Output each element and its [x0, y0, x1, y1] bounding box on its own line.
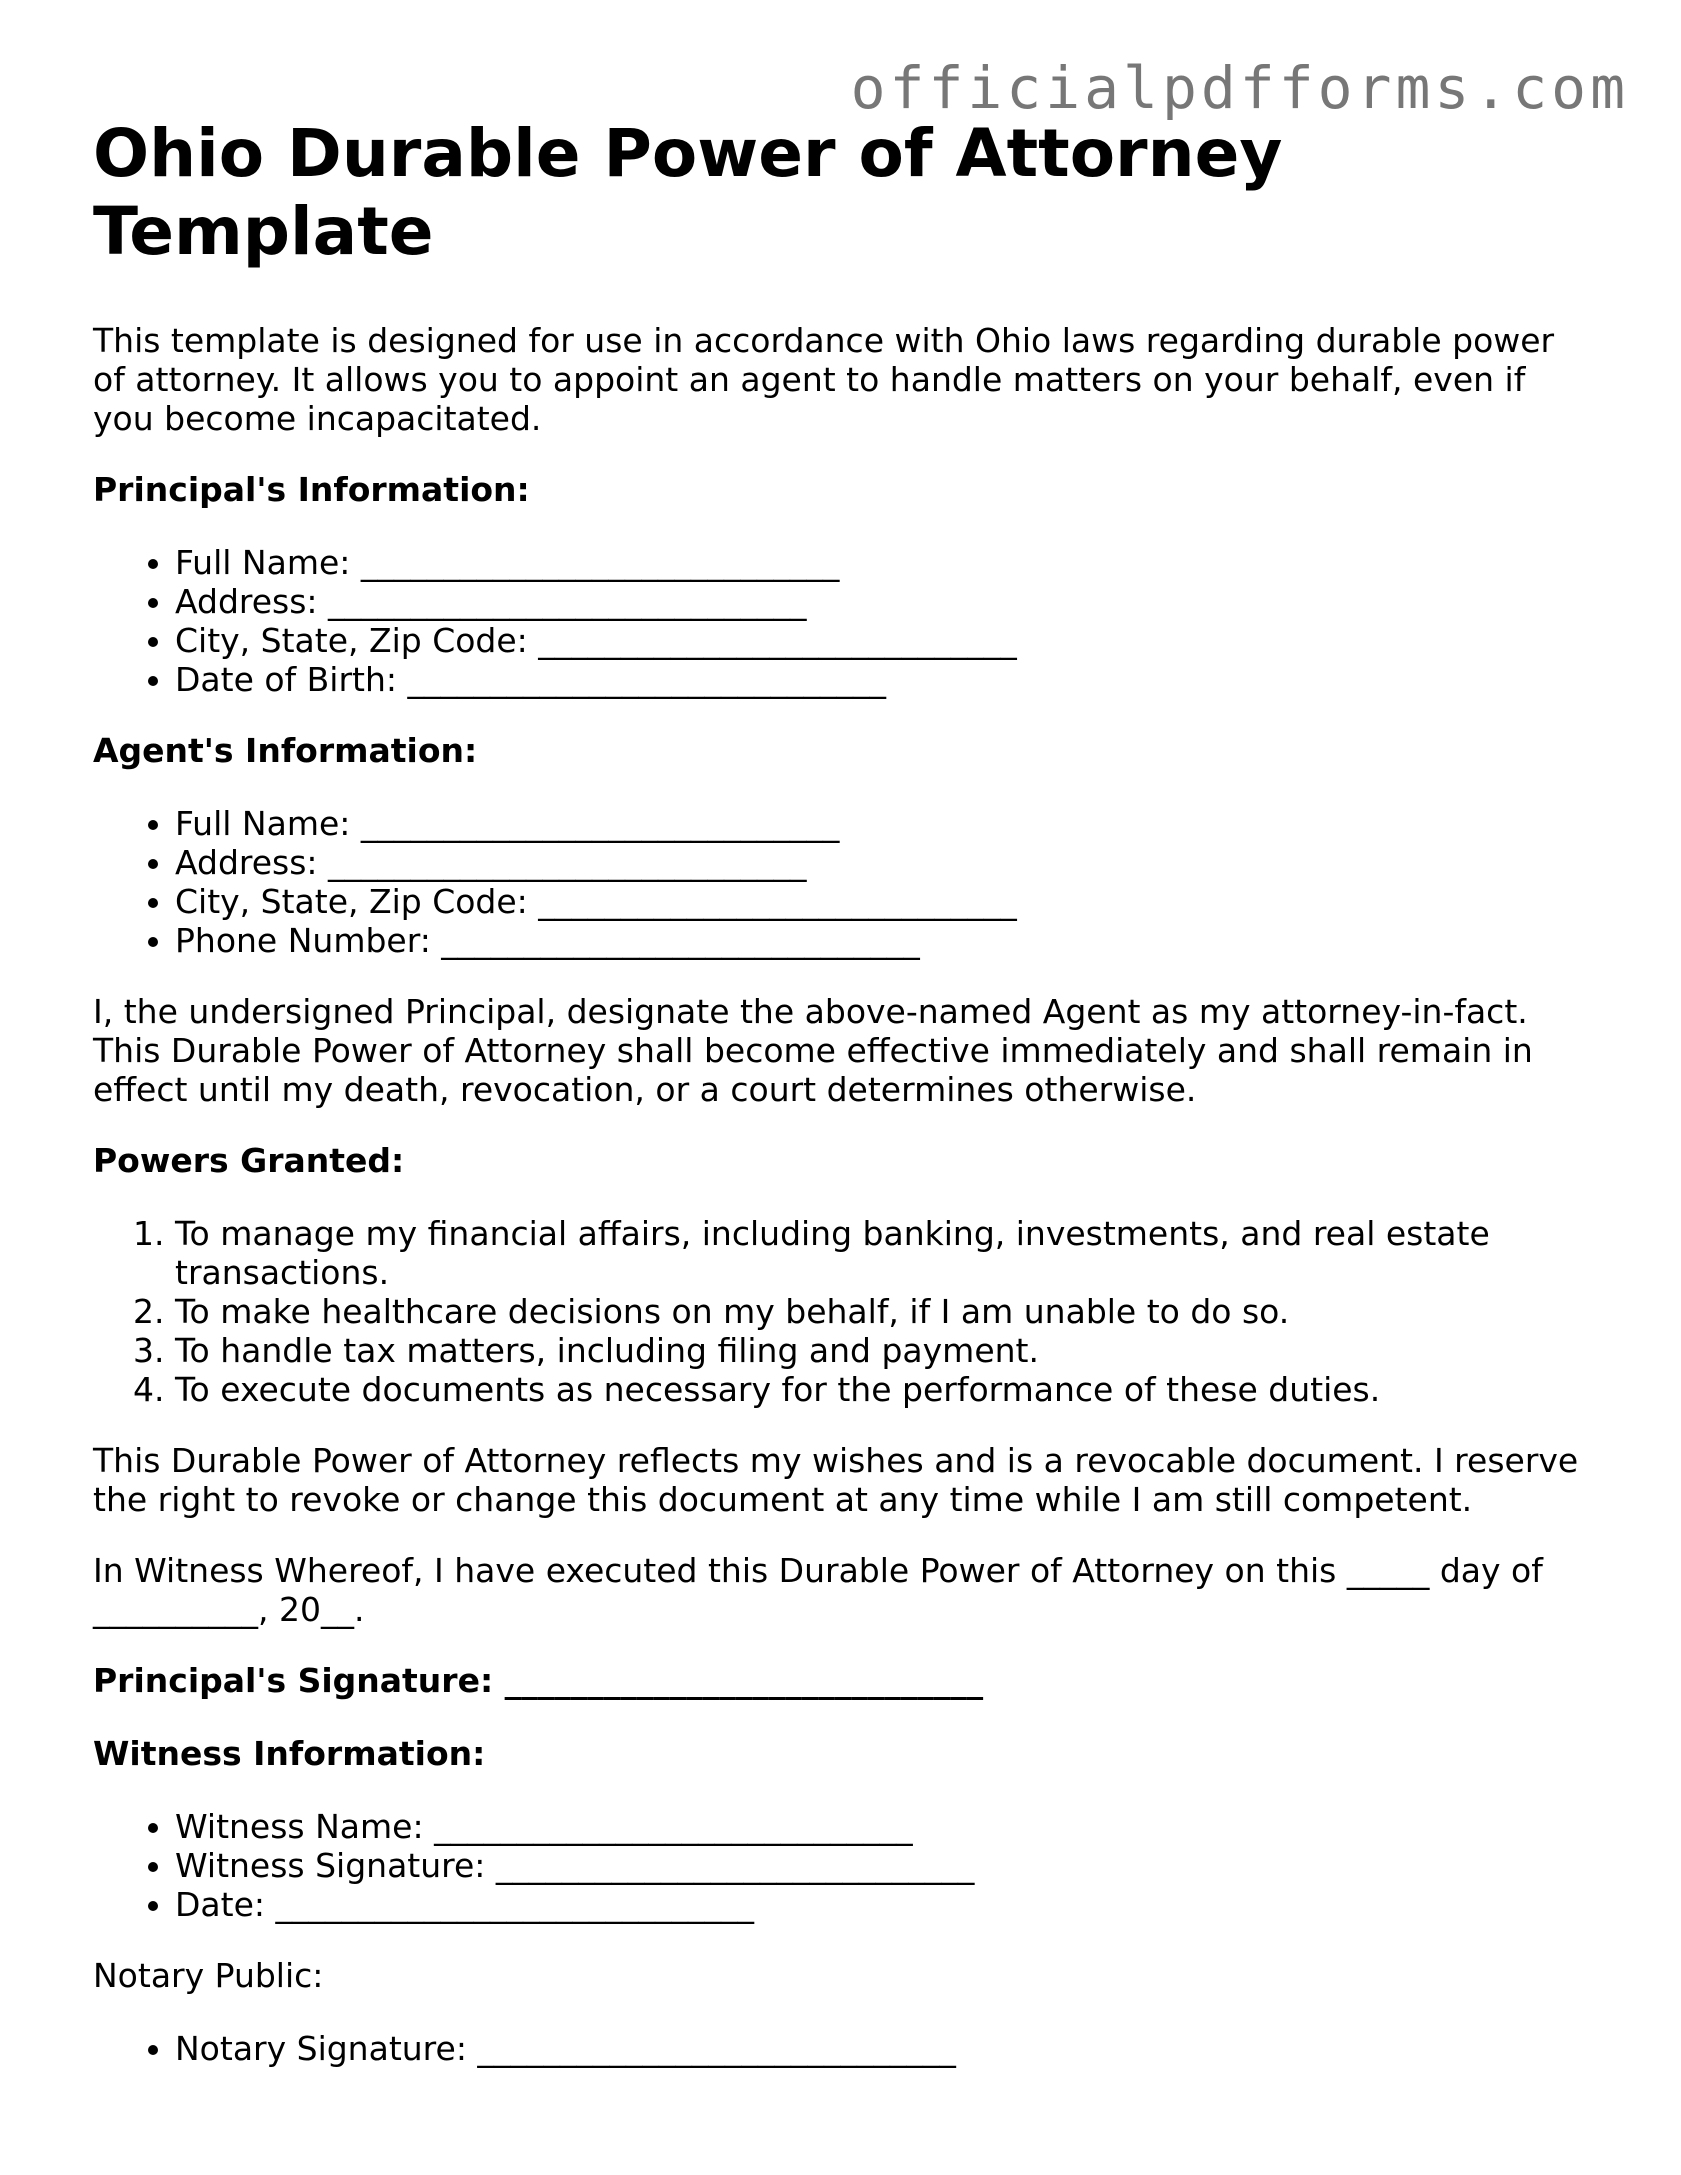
power-item: 3. To handle tax matters, including filing and payment. — [175, 1331, 1593, 1370]
document-title: Ohio Durable Power of Attorney Template — [93, 115, 1283, 270]
notary-fields-list — [93, 2029, 1593, 2068]
notary-signature-field[interactable]: • Notary Signature: _____________________________ — [175, 2029, 1593, 2068]
principal-signature-field[interactable]: Principal's Signature: _____________________________ — [93, 1661, 984, 1700]
power-item: 4. To execute documents as necessary for the performance of these duties. — [175, 1370, 1593, 1409]
designation-paragraph: I, the undersigned Principal, designate the above-named Agent as my attorney-in-fact. This Durable Power of Attorney shall become effective immediately and shall remain in effect until my death, revocation, or a court determines otherwise. — [93, 992, 1533, 1109]
document-page — [93, 115, 1593, 2100]
powers-list — [93, 1214, 1593, 1409]
watermark: officialpdfforms.com — [850, 54, 1629, 122]
intro-paragraph: This template is designed for use in accordance with Ohio laws regarding durable power of attorney. It allows you to appoint an agent to handle matters on your behalf, even if you become incapacitated. — [93, 321, 1555, 438]
agent-phone-number-field[interactable]: • Phone Number: _____________________________ — [175, 921, 1593, 960]
principal-address-field[interactable]: • Address: _____________________________ — [175, 582, 1593, 621]
power-item: 2. To make healthcare decisions on my behalf, if I am unable to do so. — [175, 1292, 1593, 1331]
powers-heading: Powers Granted: — [93, 1141, 405, 1180]
agent-fields-list — [93, 804, 1593, 960]
agent-heading: Agent's Information: — [93, 731, 478, 770]
witness-fields-list — [93, 1807, 1593, 1924]
witness-date-field[interactable]: • Date: _____________________________ — [175, 1885, 1593, 1924]
principal-heading: Principal's Information: — [93, 470, 530, 509]
witness-heading: Witness Information: — [93, 1734, 486, 1773]
notary-heading: Notary Public: — [93, 1956, 324, 1995]
agent-city-state-zip-field[interactable]: • City, State, Zip Code: _____________________________ — [175, 882, 1593, 921]
witness-name-field[interactable]: • Witness Name: _____________________________ — [175, 1807, 1593, 1846]
agent-full-name-field[interactable]: • Full Name: _____________________________ — [175, 804, 1593, 843]
principal-full-name-field[interactable]: • Full Name: _____________________________ — [175, 543, 1593, 582]
power-item: 1. To manage my financial affairs, including banking, investments, and real estate transactions. — [175, 1214, 1593, 1292]
revocable-paragraph: This Durable Power of Attorney reflects my wishes and is a revocable document. I reserve the right to revoke or change this document at any time while I am still competent. — [93, 1441, 1579, 1519]
agent-address-field[interactable]: • Address: _____________________________ — [175, 843, 1593, 882]
principal-fields-list — [93, 543, 1593, 699]
principal-city-state-zip-field[interactable]: • City, State, Zip Code: _____________________________ — [175, 621, 1593, 660]
witness-whereof-paragraph[interactable]: In Witness Whereof, I have executed this Durable Power of Attorney on this _____ day of __________, 20__. — [93, 1551, 1543, 1629]
principal-date-of-birth-field[interactable]: • Date of Birth: _____________________________ — [175, 660, 1593, 699]
witness-signature-field[interactable]: • Witness Signature: _____________________________ — [175, 1846, 1593, 1885]
